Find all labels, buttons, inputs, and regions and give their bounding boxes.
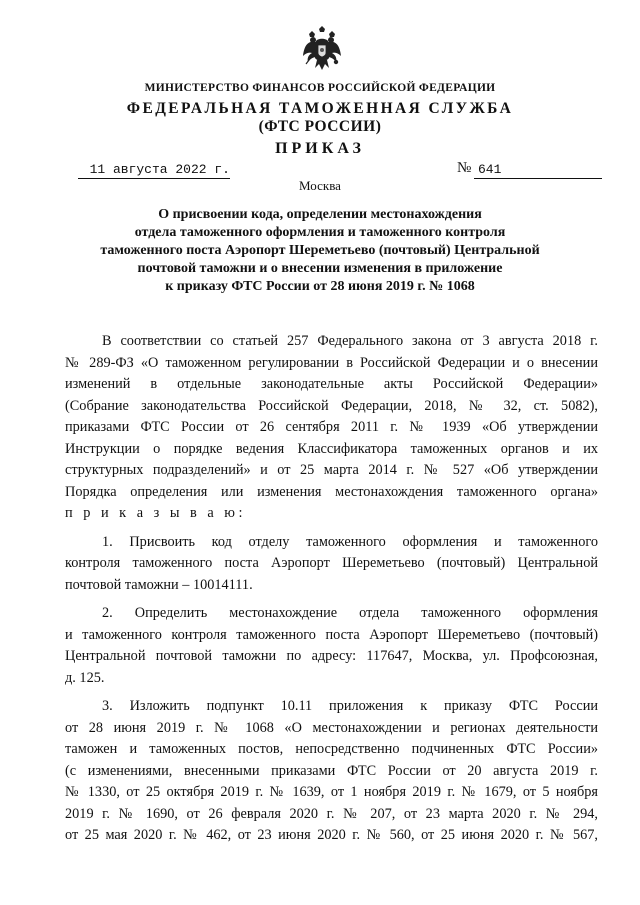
item-3-paragraph: [65, 696, 598, 847]
title-line: почтовой таможни и о внесении изменения в приложение: [137, 261, 503, 276]
item-2-paragraph: [65, 603, 598, 689]
order-date: 11 августа 2022 г.: [78, 162, 230, 179]
text-line: Инструкции о порядке ведения Классификатора таможенных органов и их: [65, 440, 598, 457]
text-line: д. 125.: [65, 669, 105, 686]
text-line: В соответствии со статьей 257 Федерального закона от 3 августа 2018 г.: [102, 333, 598, 349]
text-line: приказами ФТС России от 26 сентября 2011 г. № 1939 «Об утверждении: [65, 419, 598, 435]
text-line: (с изменениями, внесенными приказами ФТС России от 20 августа 2019 г.: [65, 762, 598, 779]
coat-of-arms-emblem: [302, 26, 342, 72]
text-line: и таможенного контроля таможенного поста Аэропорт Шереметьево (почтовый): [65, 626, 598, 643]
order-title: [60, 206, 580, 296]
text-line: почтовой таможни – 10014111.: [65, 576, 253, 593]
text-line: контроля таможенного поста Аэропорт Шереметьево (почтовый) Центральной: [65, 555, 598, 571]
title-line: к приказу ФТС России от 28 июня 2019 г. № 1068: [165, 279, 475, 294]
order-body: [65, 331, 598, 847]
title-line: отдела таможенного оформления и таможенного контроля: [134, 225, 506, 240]
text-line: Порядка определения или изменения местонахождения таможенного органа»: [65, 483, 598, 500]
text-line: структурных подразделений» и от 25 марта 2014 г. № 527 «Об утверждении: [65, 462, 598, 478]
agency-abbreviation: (ФТС РОССИИ): [258, 118, 382, 135]
text-line: от 25 мая 2020 г. № 462, от 23 июня 2020 г. № 560, от 25 июня 2020 г. № 567,: [65, 827, 598, 843]
text-line: № 1330, от 25 октября 2019 г. № 1639, от 1 ноября 2019 г. № 1679, от 5 ноября: [65, 784, 598, 800]
text-line: от 28 июня 2019 г. № 1068 «О местонахождении и регионах деятельности: [65, 719, 598, 736]
text-line: (Собрание законодательства Российской Федерации, 2018, № 32, ст. 5082),: [65, 397, 598, 414]
agency-name: ФЕДЕРАЛЬНАЯ ТАМОЖЕННАЯ СЛУЖБА: [126, 100, 514, 117]
text-line: 2. Определить местонахождение отдела таможенного оформления: [102, 605, 598, 621]
text-line: 3. Изложить подпункт 10.11 приложения к приказу ФТС России: [102, 698, 598, 714]
order-word: [65, 503, 598, 525]
city-of-issue: Москва: [299, 178, 341, 193]
text-line: 1. Присвоить код отделу таможенного оформления и таможенного: [102, 533, 598, 550]
text-line: № 289-ФЗ «О таможенном регулировании в Российской Федерации и о внесении: [65, 354, 598, 371]
text-line: п р и к а з ы в а ю:: [65, 505, 246, 521]
ministry-name: МИНИСТЕРСТВО ФИНАНСОВ РОССИЙСКОЙ ФЕДЕРАЦИИ: [144, 82, 496, 94]
preamble-paragraph: [65, 331, 598, 503]
text-line: таможен и таможенных постов, непосредственно подчиненных ФТС России»: [65, 741, 598, 757]
text-line: 2019 г. № 1690, от 26 февраля 2020 г. № 207, от 23 марта 2020 г. № 294,: [65, 805, 598, 822]
text-line: Центральной почтовой таможни по адресу: 117647, Москва, ул. Профсоюзная,: [65, 648, 598, 664]
text-line: изменений в отдельные законодательные акты Российской Федерации»: [65, 376, 598, 392]
number-sign: №: [457, 160, 472, 176]
title-line: таможенного поста Аэропорт Шереметьево (почтовый) Центральной: [100, 243, 540, 258]
title-line: О присвоении кода, определении местонахождения: [158, 207, 482, 222]
item-1-paragraph: [65, 532, 598, 597]
order-number: 641: [474, 162, 602, 179]
document-type: ПРИКАЗ: [275, 140, 365, 157]
